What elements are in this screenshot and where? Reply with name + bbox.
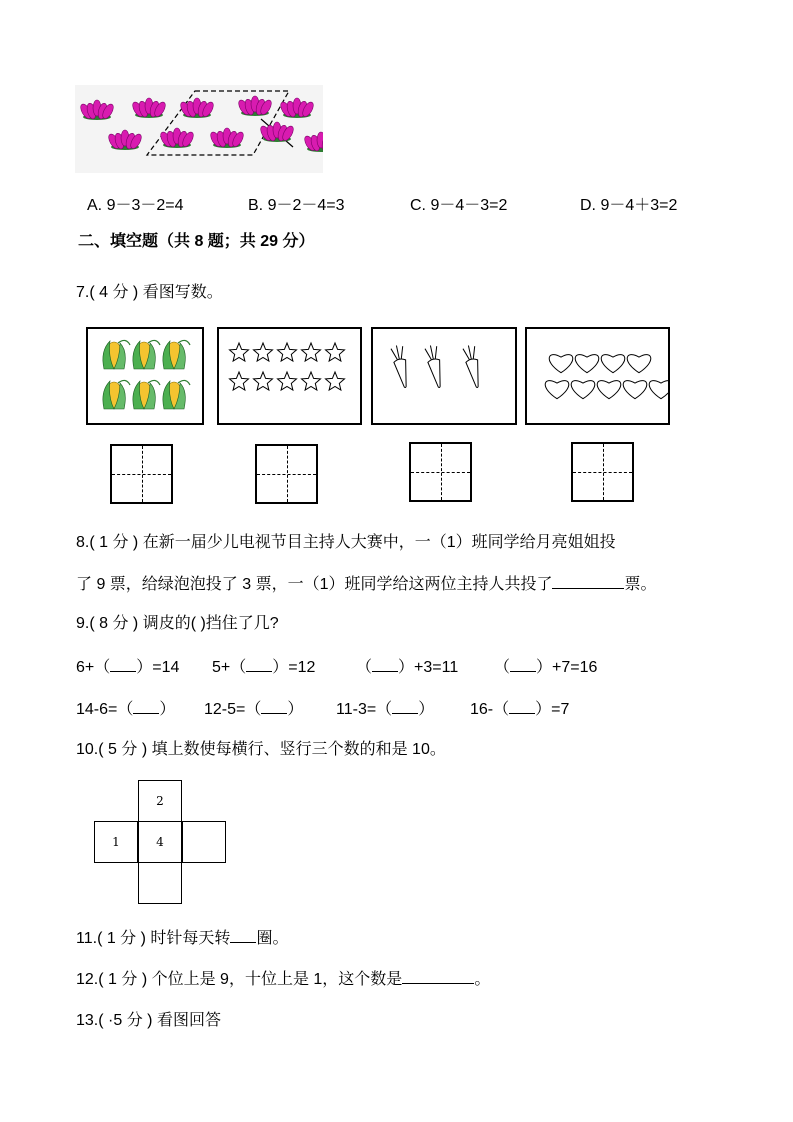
carrot-icon: [463, 344, 484, 389]
answer-blank[interactable]: [372, 657, 398, 672]
corn-icon: [163, 340, 190, 369]
corn-icon: [103, 380, 130, 409]
star-icon: [254, 343, 273, 361]
carrot-icon: [373, 329, 515, 423]
option-letter: C.: [410, 197, 426, 214]
cross-cell-right[interactable]: [182, 821, 226, 863]
option-expression: 9－4＋3=2: [600, 197, 678, 214]
equation-7: 11-3=（ ）: [336, 701, 435, 718]
star-icon: [254, 372, 273, 390]
question-text: 看图回答: [156, 1012, 221, 1029]
star-icon: [302, 343, 321, 361]
question-text: 调皮的( )挡住了几?: [142, 615, 279, 632]
heart-icon: [601, 355, 625, 373]
question-score: ( 5 分 ): [98, 741, 148, 758]
question-number: 7.: [76, 284, 90, 301]
option-d[interactable]: [580, 192, 677, 215]
cross-cell-top: 2: [138, 780, 182, 822]
answer-grid-2[interactable]: [255, 444, 318, 504]
question-text: 在新一届少儿电视节目主持人大赛中，一（1）班同学给月亮姐姐投: [142, 534, 616, 551]
corn-icon: [163, 380, 190, 409]
equation-4: （ ）+7=16: [494, 659, 598, 676]
cross-cell-center: 4: [138, 821, 182, 863]
equation-1: 6+（ ）=14: [76, 659, 180, 676]
question-score: ( 1 分 ): [97, 930, 146, 947]
answer-blank[interactable]: [552, 574, 624, 589]
option-letter: D.: [580, 197, 596, 214]
question-7: [76, 283, 223, 303]
corn-icon: [133, 340, 160, 369]
section-heading: 二、填空题（共 8 题；共 29 分）: [78, 233, 315, 250]
question-number: 10.: [76, 741, 99, 758]
star-icon: [302, 372, 321, 390]
answer-blank[interactable]: [392, 699, 418, 714]
heart-icon: [623, 381, 647, 399]
question-10: [76, 740, 446, 760]
answer-grid-3[interactable]: [409, 442, 472, 502]
option-expression: 9－3－2=4: [106, 197, 184, 214]
question-12: [76, 969, 490, 990]
cross-cell-left: 1: [94, 821, 138, 863]
option-letter: B.: [248, 197, 264, 214]
cross-cell-bottom[interactable]: [138, 862, 182, 904]
option-b[interactable]: [248, 192, 345, 215]
question-text: 圈。: [256, 930, 289, 947]
question-text: 个位上是 9，十位上是 1，这个数是: [151, 971, 403, 988]
answer-blank[interactable]: [110, 657, 136, 672]
answer-blank[interactable]: [402, 969, 474, 984]
star-icon: [278, 372, 297, 390]
equation-5: 14-6=（ ）: [76, 701, 176, 718]
star-icon: [278, 343, 297, 361]
star-icon: [230, 372, 249, 390]
answer-blank[interactable]: [133, 699, 159, 714]
star-icon: [326, 343, 345, 361]
picture-box-hearts: [525, 327, 670, 425]
question-number: 9.: [76, 615, 90, 632]
question-8-line-2: [76, 574, 657, 595]
equation-6: 12-5=（ ）: [204, 701, 304, 718]
heart-icon: [597, 381, 621, 399]
option-expression: 9－4－3=2: [430, 197, 508, 214]
star-icon: [219, 329, 360, 423]
question-score: ( ·5 分 ): [98, 1012, 153, 1029]
question-score: ( 1 分 ): [89, 534, 139, 551]
option-c[interactable]: [410, 192, 507, 215]
option-a[interactable]: [87, 192, 184, 215]
question-score: ( 4 分 ): [89, 284, 139, 301]
answer-blank[interactable]: [261, 699, 287, 714]
heart-icon: [527, 329, 668, 423]
question-13: [76, 1011, 221, 1031]
star-icon: [230, 343, 249, 361]
answer-blank[interactable]: [510, 657, 536, 672]
equation-8: 16-（ ）=7: [470, 701, 570, 718]
carrot-icon: [425, 344, 446, 389]
option-letter: A.: [87, 197, 103, 214]
question-text: 填上数使每横行、竖行三个数的和是 10。: [151, 741, 446, 758]
heart-icon: [627, 355, 651, 373]
question-text: 时针每天转: [150, 930, 231, 947]
question-11: [76, 928, 288, 949]
question-text: 票。: [624, 576, 657, 593]
question-9: [76, 614, 279, 634]
picture-box-stars: [217, 327, 362, 425]
heart-icon: [649, 381, 668, 399]
corn-icon: [133, 380, 160, 409]
carrot-icon: [391, 344, 412, 389]
heart-icon: [549, 355, 573, 373]
question-text: 看图写数。: [142, 284, 223, 301]
picture-box-carrots: [371, 327, 517, 425]
answer-grid-4[interactable]: [571, 442, 634, 502]
question-score: ( 1 分 ): [98, 971, 148, 988]
question-text: 。: [474, 971, 491, 988]
answer-blank[interactable]: [509, 699, 535, 714]
star-icon: [326, 372, 345, 390]
question-text: 了 9 票，给绿泡泡投了 3 票，一（1）班同学给这两位主持人共投了: [76, 576, 553, 593]
question-number: 13.: [76, 1012, 99, 1029]
question-number: 8.: [76, 534, 90, 551]
equation-2: 5+（ ）=12: [212, 659, 316, 676]
corn-icon: [88, 329, 202, 423]
question-8: [76, 533, 616, 553]
corn-icon: [103, 340, 130, 369]
question-score: ( 8 分 ): [89, 615, 139, 632]
answer-blank[interactable]: [230, 928, 256, 943]
question-number: 12.: [76, 971, 99, 988]
heart-icon: [575, 355, 599, 373]
option-expression: 9－2－4=3: [267, 197, 345, 214]
lotus-figure: [75, 85, 323, 173]
heart-icon: [571, 381, 595, 399]
picture-box-corn: [86, 327, 204, 425]
answer-blank[interactable]: [246, 657, 272, 672]
heart-icon: [545, 381, 569, 399]
question-number: 11.: [76, 930, 98, 947]
answer-grid-1[interactable]: [110, 444, 173, 504]
equation-3: （ ）+3=11: [356, 659, 459, 676]
